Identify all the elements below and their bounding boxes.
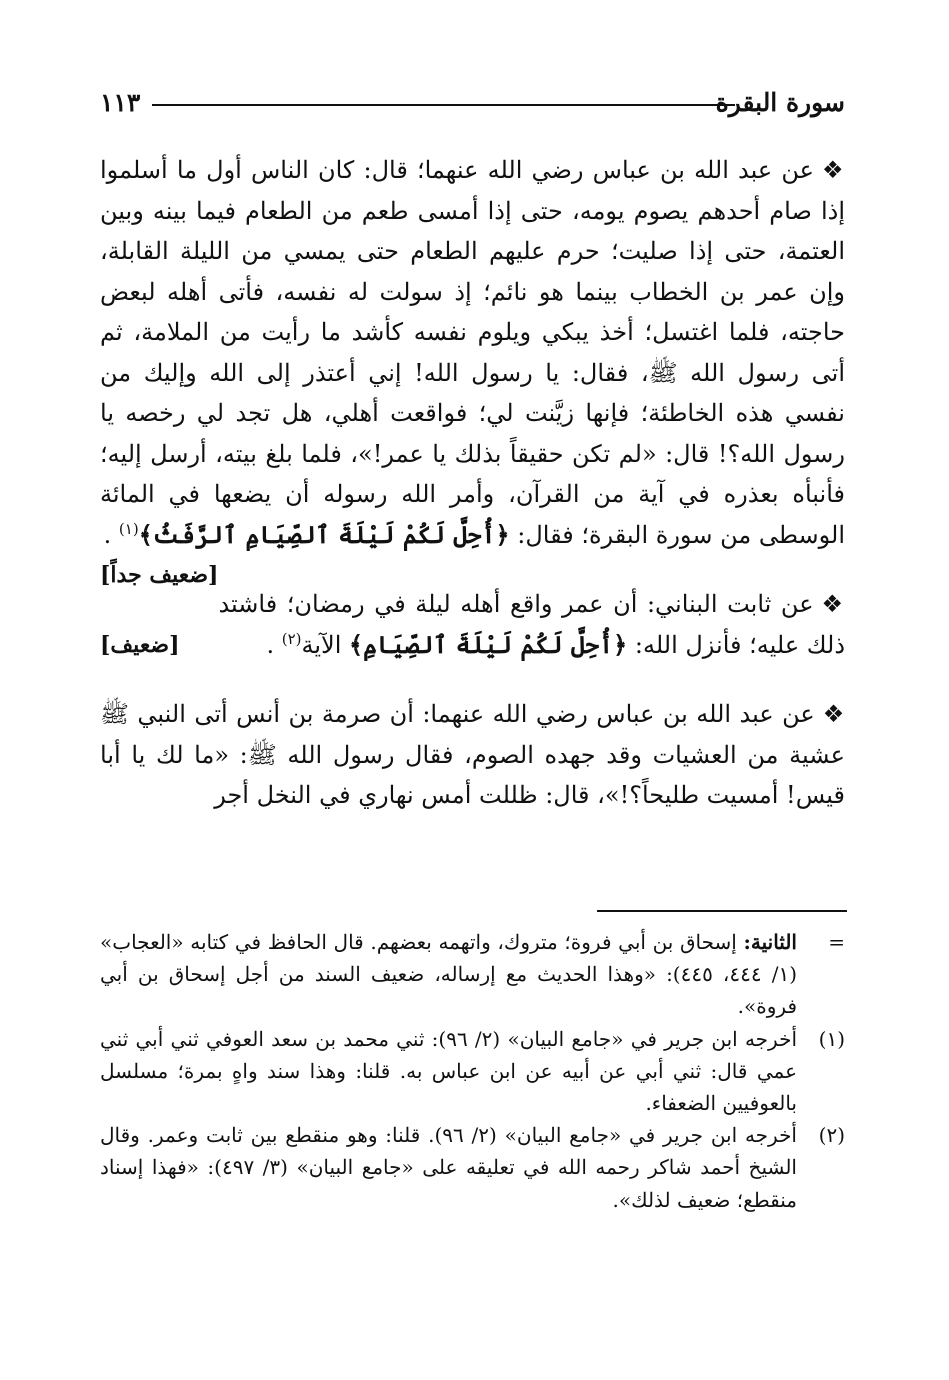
footnote — [100, 1023, 845, 1120]
main-text — [100, 150, 845, 816]
hadith-text: عن عبد الله بن عباس رضي الله عنهما: أن صرمة بن أنس أتى النبي ﷺ عشية من العشيات وقد جهده الصوم، فقال رسول الله ﷺ: «ما لك يا أبا قيس! أمسيت طليحاً؟!»، قال: ظللت أمس نهاري في النخل أجر — [100, 700, 845, 809]
page-number: ١١٣ — [100, 88, 141, 117]
grade-label: [ضعيف جداً] — [100, 562, 219, 588]
quran-verse: ﴿أُحِلَّ لَكُمْ لَيْلَةَ ٱلصِّيَامِ﴾ — [349, 629, 628, 659]
diamond-bullet-icon: ❖ — [821, 590, 846, 618]
footnote-ref: (١) — [118, 519, 139, 538]
footnote-text: أخرجه ابن جرير في «جامع البيان» (٢/ ٩٦). قلنا: وهو منقطع بين ثابت وعمر. وقال الشيخ أحمد شاكر رحمه الله في تعليقه على «جامع البيان» (٣/ ٤٩٧): «فهذا إسناد منقطع؛ ضعيف لذلك». — [100, 1123, 797, 1212]
footnote-lead: الثانية: — [743, 930, 797, 954]
hadith-text: عن ثابت البناني: أن عمر واقع أهله ليلة في رمضان؛ فاشتد ذلك عليه؛ فأنزل الله: — [218, 590, 845, 659]
hadith-text: عن عبد الله بن عباس رضي الله عنهما؛ قال: كان الناس أول ما أسلموا إذا صام أحدهم يصوم يومه، حتى إذا أمسى طعم من الطعام فيما بينه وبين العتمة، حتى إذا صليت؛ حرم عليهم الطعام حتى يمسي من الليلة القابلة، وإن عمر بن الخطاب بينما هو نائم؛ إذ سولت له نفسه، فأتى أهله لبعض حاجته، فلما اغتسل؛ أخذ يبكي ويلوم نفسه كأشد ما رأيت من الملامة، ثم أتى رسول الله ﷺ، فقال: يا رسول الله! إني أعتذر إلى الله وإليك من نفسي هذه الخاطئة؛ فإنها زيَّنت لي؛ فواقعت أهلي، هل تجد لي رخصه يا رسول الله؟! قال: «لم تكن حقيقاً بذلك يا عمر!»، فلما بلغ بيته، أرسل إليه؛ فأنبأه بعذره في آية من القرآن، وأمر الله رسوله أن يضعها في المائة الوسطى من سورة البقرة؛ فقال: — [100, 156, 845, 549]
footnote-number: (٢) — [818, 1123, 845, 1148]
footnote — [100, 1119, 845, 1216]
header-rule — [152, 104, 735, 106]
grade-label: [ضعيف] — [100, 631, 180, 658]
quran-verse: ﴿أُحِلَّ لَكُمْ لَيْلَةَ ٱلصِّيَامِ ٱلرَّفَثُ﴾ — [138, 519, 510, 549]
hadith-paragraph: ❖عن ثابت البناني: أن عمر واقع أهله ليلة في رمضان؛ فاشتد ذلك عليه؛ فأنزل الله: ﴿أُحِلَّ لَكُمْ لَيْلَةَ ٱلصِّيَامِ﴾ الآية$^{(٢)}$ . [ضعيف] — [100, 584, 845, 665]
footnote-text: إسحاق بن أبي فروة؛ متروك، واتهمه بعضهم. قال الحافظ في كتابه «العجاب» (١/ ٤٤٤، ٤٤٥): «وهذا الحديث مع إرساله، ضعيف السند من أجل إسحاق بن أبي فروة». — [100, 930, 797, 1019]
footnote — [100, 926, 845, 1023]
footnote-text: أخرجه ابن جرير في «جامع البيان» (٢/ ٩٦): ثني محمد بن سعد العوفي ثني أبي ثني عمي قال: ثني أبي عن أبيه عن ابن عباس به. قلنا: وهذا سند واهٍ بمرة؛ مسلسل بالعوفيين الضعفاء. — [100, 1026, 797, 1116]
footnote-number: (١) — [818, 1026, 845, 1051]
diamond-bullet-icon: ❖ — [822, 700, 846, 728]
surah-title: سورة البقرة — [715, 88, 845, 117]
hadith-paragraph — [100, 694, 845, 816]
hadith-paragraph: ❖عن عبد الله بن عباس رضي الله عنهما؛ قال: كان الناس أول ما أسلموا إذا صام أحدهم يصوم يومه، حتى إذا أمسى طعم من الطعام فيما بينه وبين العتمة، حتى إذا صليت؛ حرم عليهم الطعام حتى يمسي من الليلة القابلة، وإن عمر بن الخطاب بينما هو نائم؛ إذ سولت له نفسه، فأتى أهله لبعض حاجته، فلما اغتسل؛ أخذ يبكي ويلوم نفسه كأشد ما رأيت من الملامة، ثم أتى رسول الله ﷺ، فقال: يا رسول الله! إني أعتذر إلى الله وإليك من نفسي هذه الخاطئة؛ فإنها زيَّنت لي؛ فواقعت أهلي، هل تجد لي رخصه يا رسول الله؟! قال: «لم تكن حقيقاً بذلك يا عمر!»، فلما بلغ بيته، أرسل إليه؛ فأنبأه بعذره في آية من القرآن، وأمر الله رسوله أن يضعها في المائة الوسطى من سورة البقرة؛ فقال: ﴿أُحِلَّ لَكُمْ لَيْلَةَ ٱلصِّيَامِ ٱلرَّفَثُ﴾$^{(١)}$ . [ضعيف جداً] — [100, 150, 845, 555]
diamond-bullet-icon: ❖ — [821, 156, 846, 184]
hadith-after-text: الآية — [301, 630, 350, 659]
footnote-ref: (٢) — [281, 629, 302, 648]
footnotes — [100, 926, 845, 1216]
page-header — [100, 88, 845, 122]
footnote-separator — [597, 910, 847, 912]
footnote-number: = — [828, 930, 845, 954]
